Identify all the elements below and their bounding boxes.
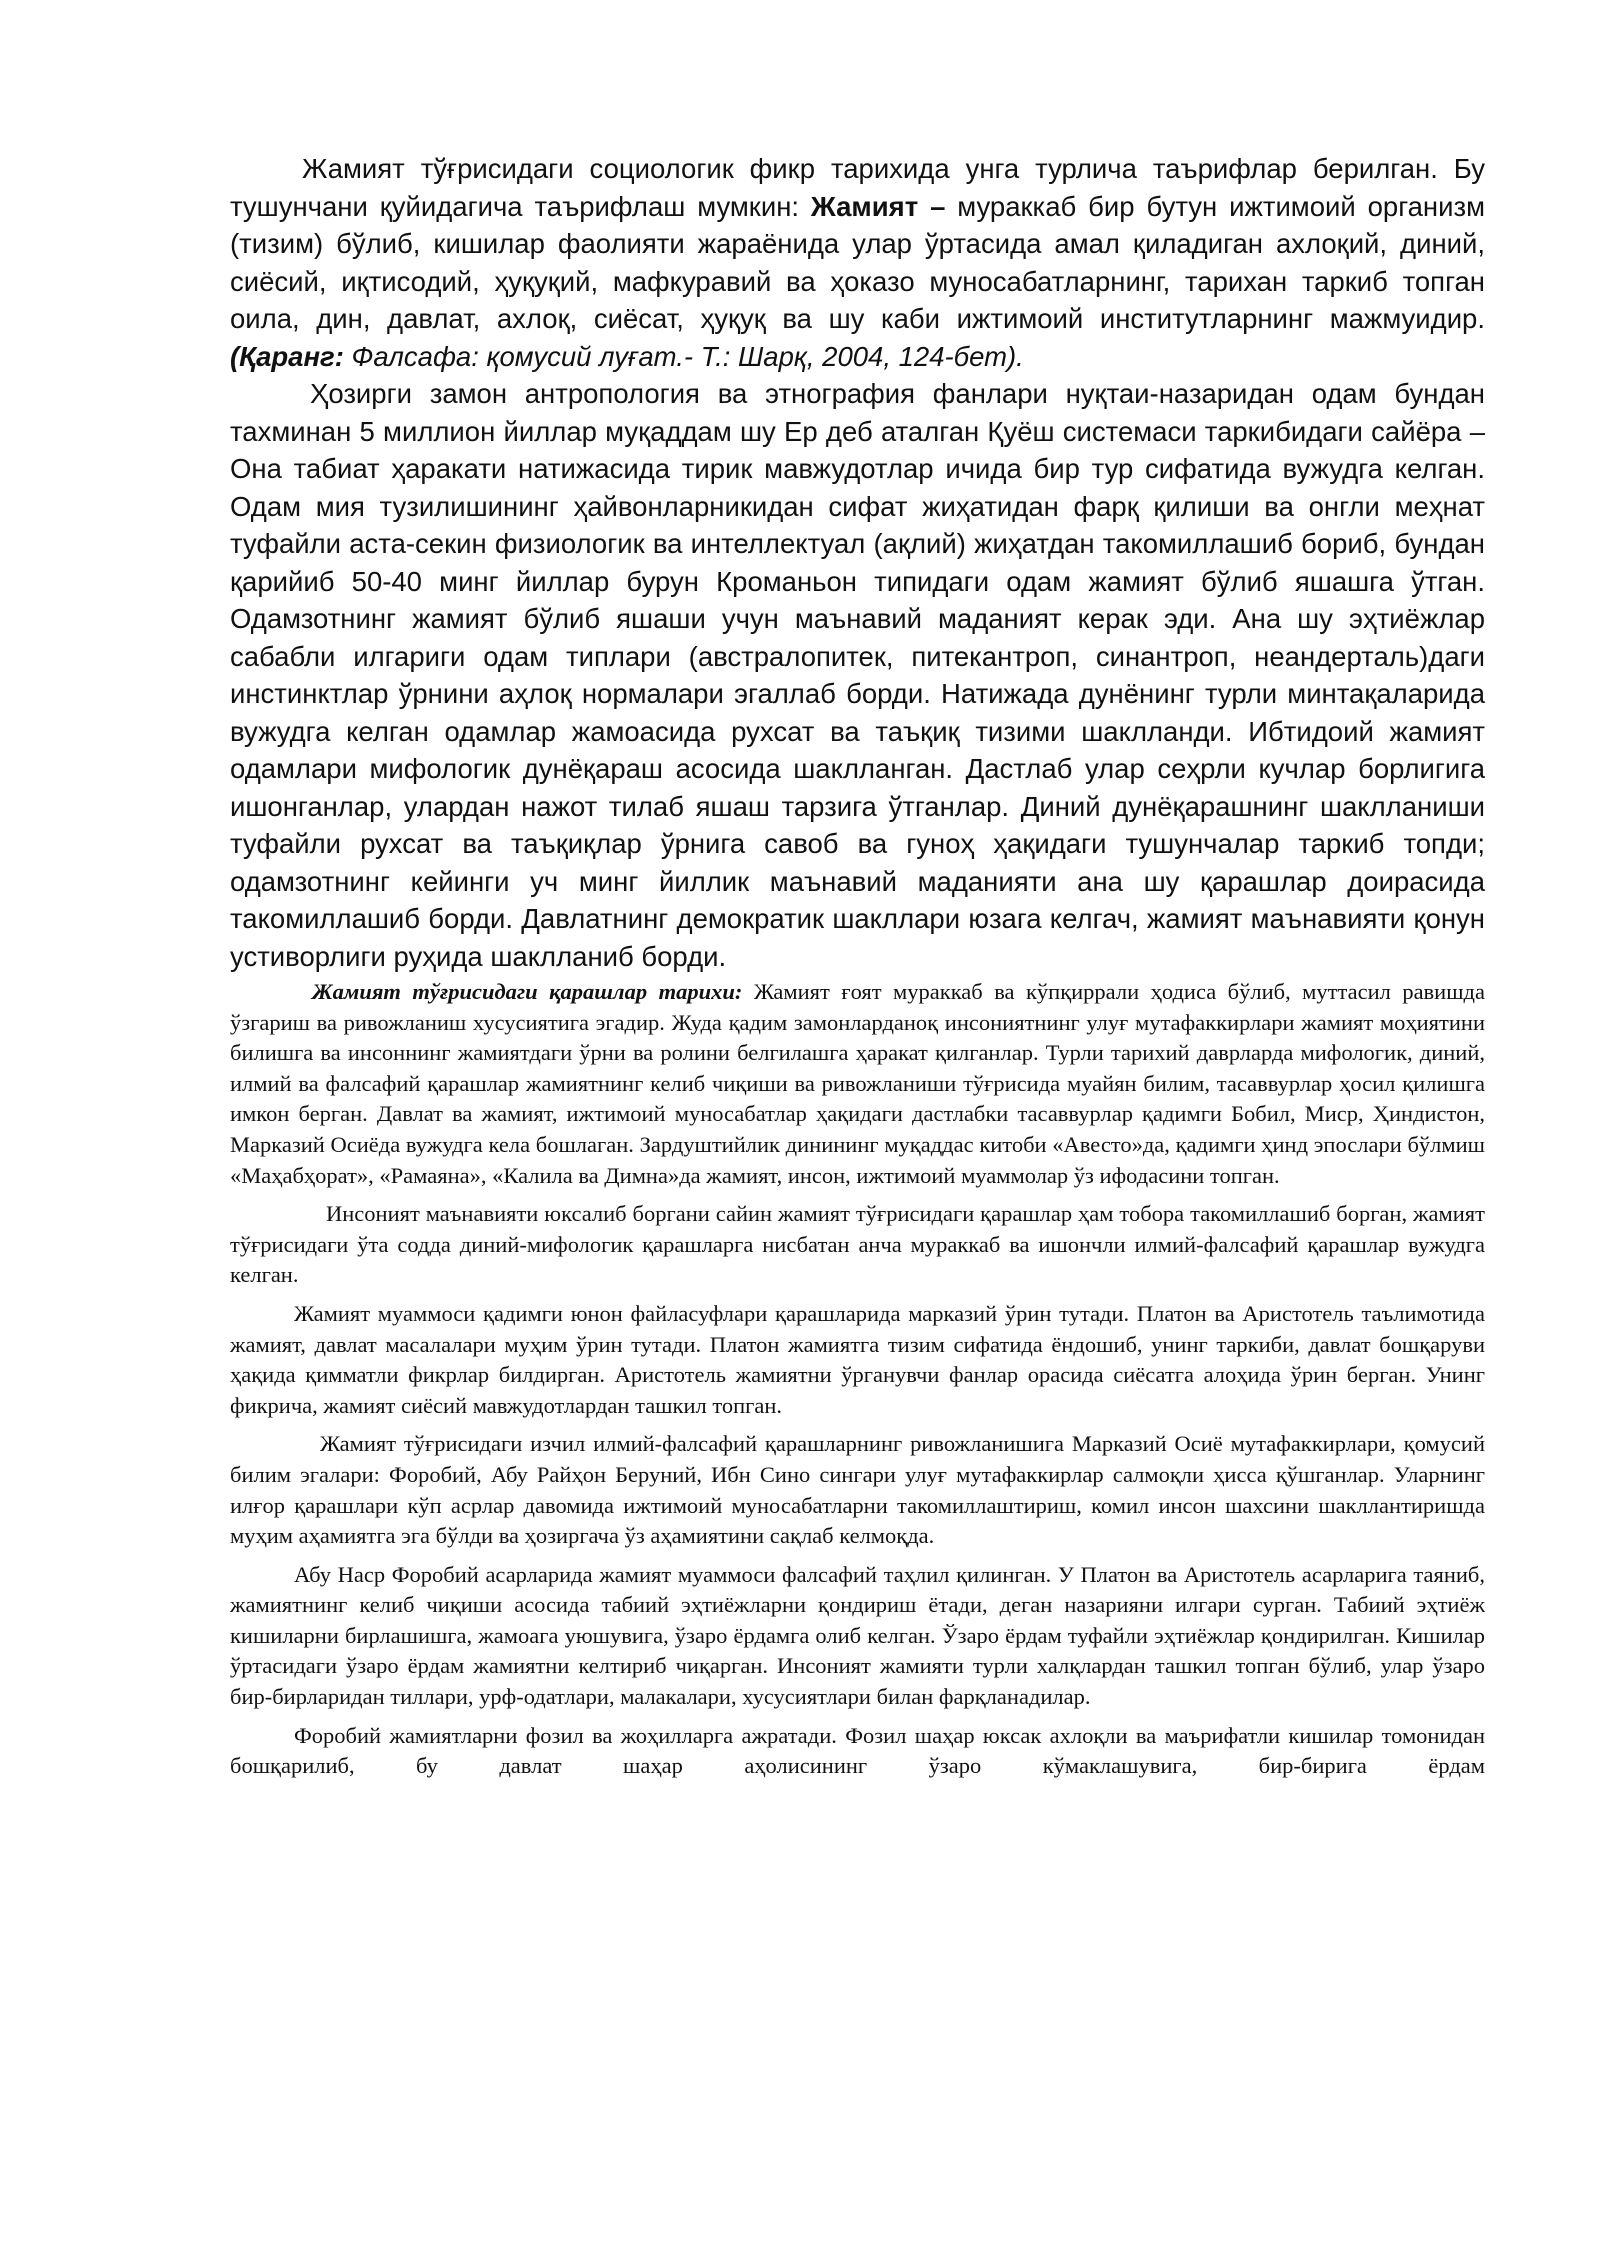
section-heading: Жамият тўғрисидаги қарашлар тарихи: [312,979,743,1004]
paragraph-farabi: Абу Наср Форобий асарларида жамият муаммоси фалсафий таҳлил қилинган. У Платон ва Аристотель асарларига таяниб, жамиятнинг келиб чиқиши асосида табиий эҳтиёжларни қондириш ётади, деган назарияни илгари сурган. Табиий эҳтиёж кишиларни бирлашишга, жамоага уюшувига, ўзаро ёрдамга олиб келган. Ўзаро ёрдам туфайли эҳтиёжлар қондирилган. Кишилар ўртасидаги ўзаро ёрдам жамиятни келтириб чиқарган. Инсоният жамияти турли халқлардан ташкил топган бўлиб, улар ўзаро бир-бирларидан тиллари, урф-одатлари, малакалари, хусусиятлари билан фарқланадилар. [230,1561,1485,1710]
paragraph-anthropology: Ҳозирги замон антропология ва этнография фанлари нуқтаи-назаридан одам бундан тахминан 5 миллион йиллар муқаддам шу Ер деб аталган Қуёш системаси таркибидаги сайёра – Она табиат ҳаракати натижасида тирик мавжудотлар ичида бир тур сифатида вужудга келган. Одам мия тузилишининг ҳайвонларникидан сифат жиҳатидан фарқ қилиши ва онгли меҳнат туфайли аста-секин физиологик ва интеллектуал (ақлий) жиҳатдан такомиллашиб бориб, бундан қарийиб 50-40 минг йиллар бурун Кроманьон типидаги одам жамият бўлиб яшашга ўтган. Одамзотнинг жамият бўлиб яшаши учун маънавий маданият керак эди. Ана шу эҳтиёжлар сабабли илгариги одам типлари (австралопитек, питекантроп, синантроп, неандерталь)даги инстинктлар ўрнини аҳлоқ нормалари эгаллаб борди. Натижада дунёнинг турли минтақаларида вужудга келган одамлар жамоасида рухсат ва таъқиқ тизими шаклланди. Ибтидоий жамият одамлари мифологик дунёқараш асосида шаклланган. Дастлаб улар сеҳрли кучлар борлигига ишонганлар, улардан нажот тилаб яшаш тарзига ўтганлар. Диний дунёқарашнинг шаклланиши туфайли рухсат ва таъқиқлар ўрнига савоб ва гуноҳ ҳақидаги тушунчалар таркиб топди; одамзотнинг кейинги уч минг йиллик маънавий маданияти ана шу қарашлар доирасида такомиллашиб борди. Давлатнинг демократик шакллари юзага келгач, жамият маънавияти қонун устиворлиги руҳида шаклланиб борди. [230,378,1485,972]
paragraph-farabi-society: Форобий жамиятларни фозил ва жоҳилларга ажратади. Фозил шаҳар юксак ахлоқли ва маърифатли кишилар томонидан бошқарилиб, бу давлат шаҳар аҳолисининг ўзаро кўмаклашувига, бир-бирига ёрдам [230,1722,1485,1779]
paragraph-history [230,977,1485,1191]
document-page [230,150,1485,1782]
reference-text: Фалсафа: қомусий луғат.- Т.: Шарқ, 2004, 124-бет). [343,340,1024,372]
paragraph-text: Жамият тўғрисидаги социологик фикр тарихида унга турлича таърифлар берилган. Бу тушунчани қуйидагича таърифлаш мумкин: [230,153,1485,222]
paragraph-spiritual: Инсоният маънавияти юксалиб боргани сайин жамият тўғрисидаги қарашлар ҳам тобора такомиллашиб борган, жамият тўғрисидаги ўта содда диний-мифологик қарашларга нисбатан анча мураккаб ва ишончли илмий-фалсафий қарашлар вужудга келган. [230,1201,1485,1288]
reference-label: (Қаранг: [230,340,344,372]
paragraph-text: Жамият ғоят мураккаб ва кўпқиррали ҳодиса бўлиб, муттасил равишда ўзгариш ва ривожланиш хусусиятига эгадир. Жуда қадим замонларданоқ инсониятнинг улуғ мутафаккирлари жамият моҳиятини билишга ва инсоннинг жамиятдаги ўрни ва ролини белгилашга ҳаракат қилганлар. Турли тарихий даврларда мифологик, диний, илмий ва фалсафий қарашлар жамиятнинг келиб чиқиши ва ривожланиши тўғрисида муайян билим, тасаввурлар ҳосил қилишга имкон берган. Давлат ва жамият, ижтимоий муносабатлар ҳақидаги дастлабки тасаввурлар қадимги Бобил, Миср, Ҳиндистон, Марказий Осиёда вужудга кела бошлаган. Зардуштийлик динининг муқаддас китоби «Авесто»да, қадимги ҳинд эпослари бўлмиш «Маҳабҳорат», «Рамаяна», «Калила ва Димна»да жамият, инсон, ижтимоий муаммолар ўз ифодасини топган. [230,979,1485,1188]
paragraph-definition [230,150,1485,375]
paragraph-greek: Жамият муаммоси қадимги юнон файласуфлари қарашларида марказий ўрин тутади. Платон ва Аристотель таълимотида жамият, давлат масалалари муҳим ўрин тутади. Платон жамиятга тизим сифатида ёндошиб, унинг таркиби, давлат бошқаруви ҳақида қимматли фикрлар билдирган. Аристотель жамиятни ўрганувчи фанлар орасида сиёсатга алоҳида ўрин берган. Унинг фикрича, жамият сиёсий мавжудотлардан ташкил топган. [230,1300,1485,1418]
term-highlight: Жамият – [810,190,946,222]
paragraph-text: мураккаб бир бутун ижтимоий организм (тизим) бўлиб, кишилар фаолияти жараёнида улар ўртасида амал қиладиган ахлоқий, диний, сиёсий, иқтисодий, ҳуқуқий, мафкуравий ва ҳоказо муносабатларнинг, тарихан таркиб топган оила, дин, давлат, ахлоқ, сиёсат, ҳуқуқ ва шу каби ижтимоий институтларнинг мажмуидир. [230,190,1485,334]
paragraph-central-asia: Жамият тўғрисидаги изчил илмий-фалсафий қарашларнинг ривожланишига Марказий Осиё мутафаккирлари, қомусий билим эгалари: Форобий, Абу Райҳон Беруний, Ибн Сино сингари улуғ мутафаккирлар салмоқли ҳисса қўшганлар. Уларнинг илғор қарашлари кўп асрлар давомида ижтимоий муносабатларни такомиллаштириш, комил инсон шахсини шакллантиришда муҳим аҳамиятга эга бўлди ва ҳозиргача ўз аҳамиятини сақлаб келмоқда. [230,1431,1485,1549]
